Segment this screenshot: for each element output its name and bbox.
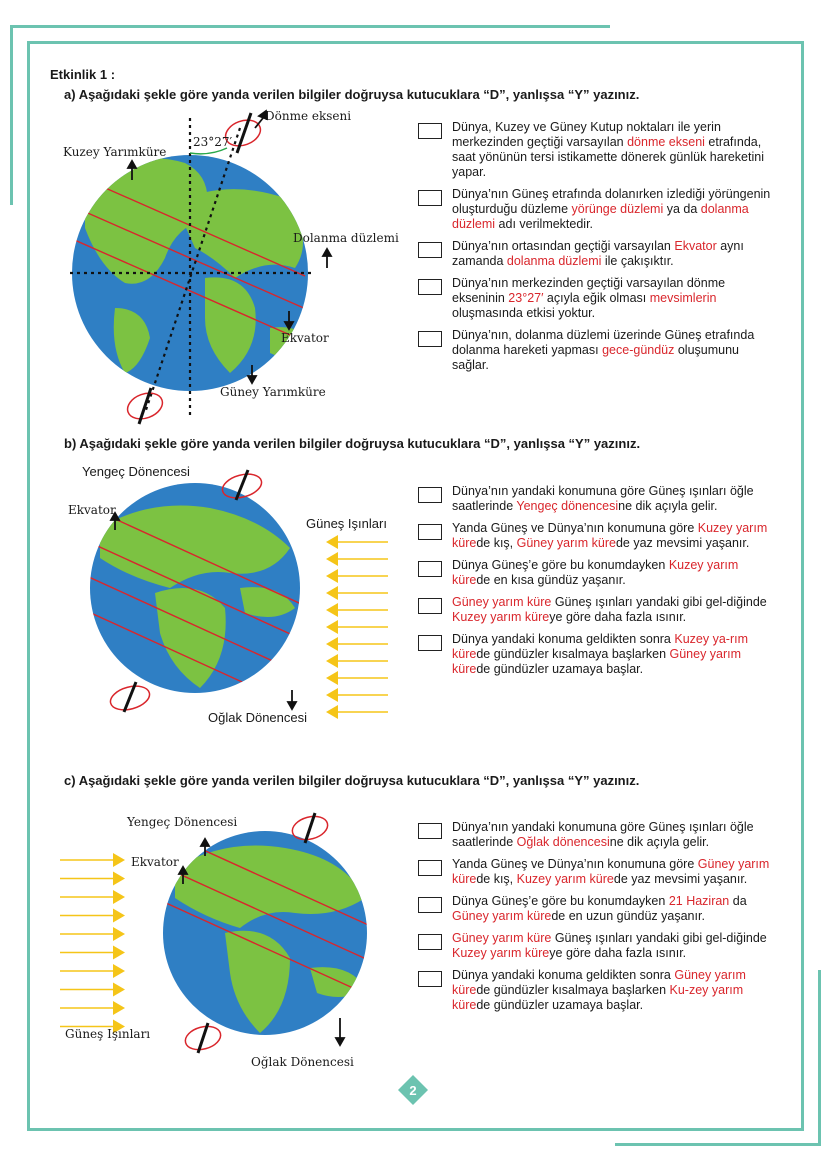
highlight-term: Kuzey yarım küre (516, 872, 614, 886)
label-tropic-cancer: Yengeç Dönencesi (127, 815, 238, 829)
answer-checkbox[interactable] (418, 860, 442, 876)
frame-line-bottom-outer (615, 1143, 821, 1146)
highlight-term: Güney yarım küre (452, 857, 770, 886)
page-number-badge (398, 1075, 428, 1105)
highlight-term: Yengeç dönencesi (516, 499, 619, 513)
statement-segment: ne dik açıyla gelir. (618, 499, 718, 513)
statement-item (418, 595, 773, 625)
statement-text (452, 484, 773, 514)
sun-ray-arrowhead (326, 586, 338, 600)
answer-checkbox[interactable] (418, 487, 442, 503)
statement-item (418, 632, 773, 677)
highlight-term: Güney yarım küre (452, 909, 552, 923)
answer-checkbox[interactable] (418, 190, 442, 206)
answer-checkbox[interactable] (418, 242, 442, 258)
south-rotation-ellipse (183, 1023, 223, 1054)
sun-ray-arrowhead (326, 535, 338, 549)
statement-item (418, 894, 773, 924)
sun-ray-arrowhead (113, 927, 125, 941)
statement-text (452, 894, 773, 924)
statement-segment: oluşmasında etkisi yoktur. (452, 306, 596, 320)
statement-segment: Dünya’nın yandaki konumuna göre Güneş ışınları öğle saatlerinde (452, 484, 754, 513)
statement-segment: ye göre daha fazla ısınır. (549, 946, 687, 960)
statement-text (452, 239, 773, 269)
answer-checkbox[interactable] (418, 897, 442, 913)
frame-line-top-outer (10, 25, 610, 28)
statement-item (418, 187, 773, 232)
highlight-term: Güney yarım küre (452, 931, 552, 945)
answer-checkbox[interactable] (418, 971, 442, 987)
statement-item (418, 276, 773, 321)
statement-segment: Yanda Güneş ve Dünya’nın konumuna göre (452, 857, 698, 871)
highlight-term: Kuzey yarım küre (452, 521, 768, 550)
statement-segment: Dünya’nın, dolanma düzlemi üzerinde Güneş etrafında dolanma hareketi yapması (452, 328, 755, 357)
highlight-term: yörünge düzlemi (571, 202, 664, 216)
statement-item (418, 820, 773, 850)
statement-segment: de gündüzler uzamaya başlar. (476, 998, 644, 1012)
sun-ray-arrowhead (326, 569, 338, 583)
statement-item (418, 931, 773, 961)
highlight-term: Ekvator (674, 239, 717, 253)
statement-text (452, 558, 773, 588)
section-c-items (418, 820, 773, 1020)
section-a-heading: a) Aşağıdaki şekle göre yanda verilen bilgiler doğruysa kutucuklara “D”, yanlışsa “Y” yazınız. (64, 87, 640, 102)
statement-segment: de yaz mevsimi yaşanır. (615, 536, 750, 550)
statement-segment: Güneş ışınları yandaki gibi gel-diğinde (551, 595, 767, 609)
statement-segment: Dünya, Kuzey ve Güney Kutup noktaları ile yerin merkezinden geçtiği varsayılan (452, 120, 721, 149)
statement-segment: Dünya Güneş’e göre bu konumdayken (452, 894, 669, 908)
label-tropic-cancer: Yengeç Dönencesi (82, 464, 190, 479)
section-a-items (418, 120, 773, 380)
statement-segment: açıyla eğik olması (543, 291, 650, 305)
highlight-term: Kuzey yarım küre (452, 610, 550, 624)
highlight-term: Güney yarım küre (516, 536, 616, 550)
label-sun-rays: Güneş Işınları (306, 516, 387, 531)
label-tropic-capricorn: Oğlak Dönencesi (208, 710, 307, 725)
sun-ray-arrowhead (326, 705, 338, 719)
sun-ray-arrowhead (326, 620, 338, 634)
statement-item (418, 120, 773, 180)
statement-segment: de gündüzler uzamaya başlar. (476, 662, 644, 676)
statement-segment: Dünya’nın merkezinden geçtiği varsayılan dönme ekseninin (452, 276, 726, 305)
statement-segment: ile çakışıktır. (601, 254, 674, 268)
statement-item (418, 558, 773, 588)
earth-solstice-figure-c (55, 808, 405, 1070)
frame-line-top-inner (27, 41, 804, 44)
highlight-term: dolanma düzlemi (452, 202, 749, 231)
statement-segment: ya da (663, 202, 701, 216)
statement-item (418, 484, 773, 514)
statement-segment: de yaz mevsimi yaşanır. (613, 872, 748, 886)
highlight-term: 21 Haziran (668, 894, 730, 908)
label-tropic-capricorn: Oğlak Dönencesi (251, 1055, 354, 1069)
answer-checkbox[interactable] (418, 524, 442, 540)
statement-item (418, 968, 773, 1013)
activity-title: Etkinlik 1 : (50, 67, 116, 82)
section-b-heading: b) Aşağıdaki şekle göre yanda verilen bilgiler doğruysa kutucuklara “D”, yanlışsa “Y” yazınız. (64, 436, 641, 451)
statement-text (452, 820, 773, 850)
highlight-term: Oğlak dönencesi (516, 835, 610, 849)
statement-text (452, 328, 773, 373)
page-number: 2 (409, 1083, 417, 1098)
highlight-term: gece-gündüz (602, 343, 675, 357)
highlight-term: Kuzey yarım küre (452, 946, 550, 960)
statement-segment: Dünya yandaki konuma geldikten sonra (452, 632, 675, 646)
label-south-hemisphere: Güney Yarımküre (220, 385, 326, 399)
statement-segment: Dünya’nın Güneş etrafında dolanırken izlediği yörüngenin oluşturduğu düzleme (452, 187, 771, 216)
label-equator: Ekvator (281, 331, 329, 345)
earth-axis-figure (55, 108, 400, 430)
label-north-hemisphere: Kuzey Yarımküre (63, 145, 167, 159)
statement-text (452, 968, 773, 1013)
answer-checkbox[interactable] (418, 934, 442, 950)
statement-segment: etrafında, saat yönünün tersi istikamette dönerek günlük hareketini yapar. (452, 135, 764, 179)
sun-ray-arrowhead (113, 964, 125, 978)
answer-checkbox[interactable] (418, 823, 442, 839)
statement-segment: Dünya yandaki konuma geldikten sonra (452, 968, 675, 982)
statement-segment: de en kısa gündüz yaşanır. (476, 573, 626, 587)
sun-ray-arrowhead (326, 552, 338, 566)
statement-item (418, 328, 773, 373)
highlight-term: Kuzey yarım küre (452, 558, 739, 587)
earth-solstice-figure-b (60, 458, 400, 733)
label-equator: Ekvator (68, 503, 116, 517)
sun-ray-arrowhead (113, 853, 125, 867)
statement-segment: Yanda Güneş ve Dünya’nın konumuna göre (452, 521, 698, 535)
statement-item (418, 239, 773, 269)
frame-line-bottom-inner (27, 1128, 804, 1131)
highlight-term: Kuzey ya-rım küre (452, 632, 748, 661)
frame-line-left-inner (27, 41, 30, 1131)
south-rotation-ellipse (124, 388, 166, 424)
statement-segment: adı verilmektedir. (495, 217, 594, 231)
statement-item (418, 521, 773, 551)
highlight-term: dönme ekseni (627, 135, 705, 149)
highlight-term: Güney yarım küre (452, 968, 746, 997)
sun-ray-arrowhead (113, 872, 125, 886)
statement-segment: de kış, (476, 536, 517, 550)
sun-ray-arrowhead (326, 603, 338, 617)
label-equator: Ekvator (131, 855, 179, 869)
statement-segment: Güneş ışınları yandaki gibi gel-diğinde (551, 931, 767, 945)
statement-text (452, 931, 773, 961)
highlight-term: Güney yarım küre (452, 595, 552, 609)
highlight-term: dolanma düzlemi (506, 254, 602, 268)
statement-segment: de gündüzler kısalmaya başlarken (476, 647, 670, 661)
statement-segment: Dünya’nın yandaki konumuna göre Güneş ışınları öğle saatlerinde (452, 820, 754, 849)
frame-line-right-inner (801, 41, 804, 1131)
statement-text (452, 276, 773, 321)
sun-ray-arrowhead (113, 909, 125, 923)
frame-line-right-outer (818, 970, 821, 1146)
statement-text (452, 595, 773, 625)
sun-ray-arrowhead (326, 654, 338, 668)
section-b-items (418, 484, 773, 684)
answer-checkbox[interactable] (418, 279, 442, 295)
statement-item (418, 857, 773, 887)
statement-segment: aynı zamanda (452, 239, 744, 268)
answer-checkbox[interactable] (418, 331, 442, 347)
label-tilt-angle: 23°27′ (193, 135, 233, 149)
frame-line-left-outer (10, 25, 13, 205)
statement-segment: de gündüzler kısalmaya başlarken (476, 983, 670, 997)
statement-segment: Dünya’nın ortasından geçtiği varsayılan (452, 239, 675, 253)
statement-segment: ye göre daha fazla ısınır. (549, 610, 687, 624)
highlight-term: Ku-zey yarım küre (452, 983, 744, 1012)
label-sun-rays: Güneş Işınları (65, 1027, 151, 1041)
answer-checkbox[interactable] (418, 561, 442, 577)
highlight-term: 23°27′ (508, 291, 544, 305)
answer-checkbox[interactable] (418, 635, 442, 651)
statement-text (452, 187, 773, 232)
statement-segment: de en uzun gündüz yaşanır. (551, 909, 705, 923)
sun-ray-arrowhead (113, 1001, 125, 1015)
south-rotation-ellipse (108, 682, 152, 714)
sun-ray-arrowhead (326, 671, 338, 685)
statement-text (452, 521, 773, 551)
statement-segment: oluşumunu sağlar. (452, 343, 739, 372)
statement-text (452, 120, 773, 180)
answer-checkbox[interactable] (418, 123, 442, 139)
statement-segment: Dünya Güneş’e göre bu konumdayken (452, 558, 669, 572)
statement-text (452, 632, 773, 677)
statement-segment: de kış, (476, 872, 517, 886)
sun-ray-arrowhead (326, 637, 338, 651)
sun-ray-arrowhead (113, 983, 125, 997)
label-orbital-plane: Dolanma düzlemi (293, 231, 399, 245)
sun-ray-arrowhead (113, 890, 125, 904)
sun-rays-group (326, 535, 388, 719)
statement-segment: ne dik açıyla gelir. (609, 835, 710, 849)
highlight-term: Güney yarım küre (452, 647, 742, 676)
highlight-term: mevsimlerin (649, 291, 717, 305)
answer-checkbox[interactable] (418, 598, 442, 614)
statement-text (452, 857, 773, 887)
sun-ray-arrowhead (113, 946, 125, 960)
statement-segment: da (729, 894, 747, 908)
label-rotation-axis: Dönme ekseni (265, 109, 352, 123)
section-c-heading: c) Aşağıdaki şekle göre yanda verilen bilgiler doğruysa kutucuklara “D”, yanlışsa “Y” yazınız. (64, 773, 640, 788)
sun-ray-arrowhead (326, 688, 338, 702)
sun-rays-group (60, 853, 125, 1034)
